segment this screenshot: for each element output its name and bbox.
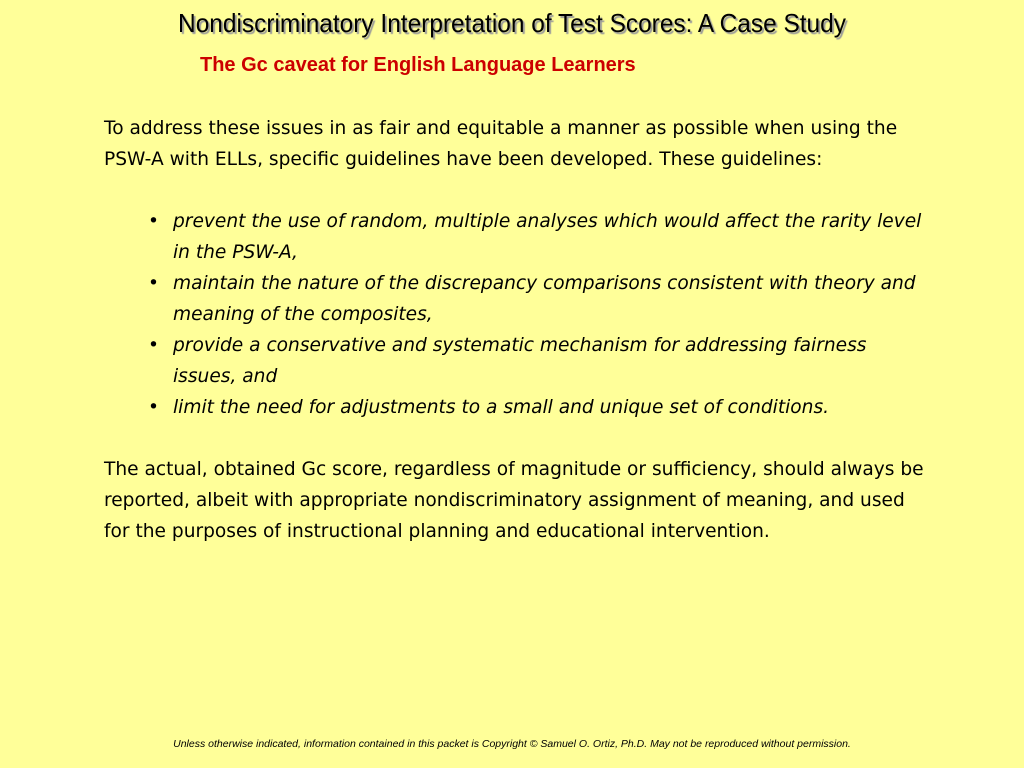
intro-paragraph: To address these issues in as fair and equitable a manner as possible when using the PSW-A with ELLs, specific guidelines have been developed. These guidelines: xyxy=(104,118,898,170)
bullet-icon: • xyxy=(148,211,159,232)
list-item xyxy=(104,330,924,392)
list-item xyxy=(104,268,924,330)
closing-paragraph: The actual, obtained Gc score, regardless of magnitude or sufficiency, should always be reported, albeit with appropriate nondiscriminatory assignment of meaning, and used for the purposes of instructional planning and educational intervention. xyxy=(104,459,924,542)
list-item xyxy=(104,206,924,268)
list-item-text: provide a conservative and systematic mechanism for addressing fairness issues, and xyxy=(173,335,867,387)
bullet-icon: • xyxy=(148,273,159,294)
list-item-text: limit the need for adjustments to a small and unique set of conditions. xyxy=(173,397,830,418)
copyright-footer: Unless otherwise indicated, information contained in this packet is Copyright © Samuel O. Ortiz, Ph.D. May not be reproduced without permission. xyxy=(173,738,851,750)
slide-title: Nondiscriminatory Interpretation of Test Scores: A Case Study xyxy=(178,8,846,38)
guidelines-list xyxy=(104,206,924,423)
list-item-text: maintain the nature of the discrepancy comparisons consistent with theory and meaning of the composites, xyxy=(173,273,916,325)
bullet-icon: • xyxy=(148,335,159,356)
list-item-text: prevent the use of random, multiple analyses which would affect the rarity level in the PSW-A, xyxy=(173,211,922,263)
bullet-icon: • xyxy=(148,397,159,418)
spacer xyxy=(104,423,924,454)
slide-subtitle: The Gc caveat for English Language Learners xyxy=(200,54,636,76)
spacer xyxy=(104,175,924,206)
slide-body xyxy=(104,113,924,547)
list-item xyxy=(104,392,924,423)
